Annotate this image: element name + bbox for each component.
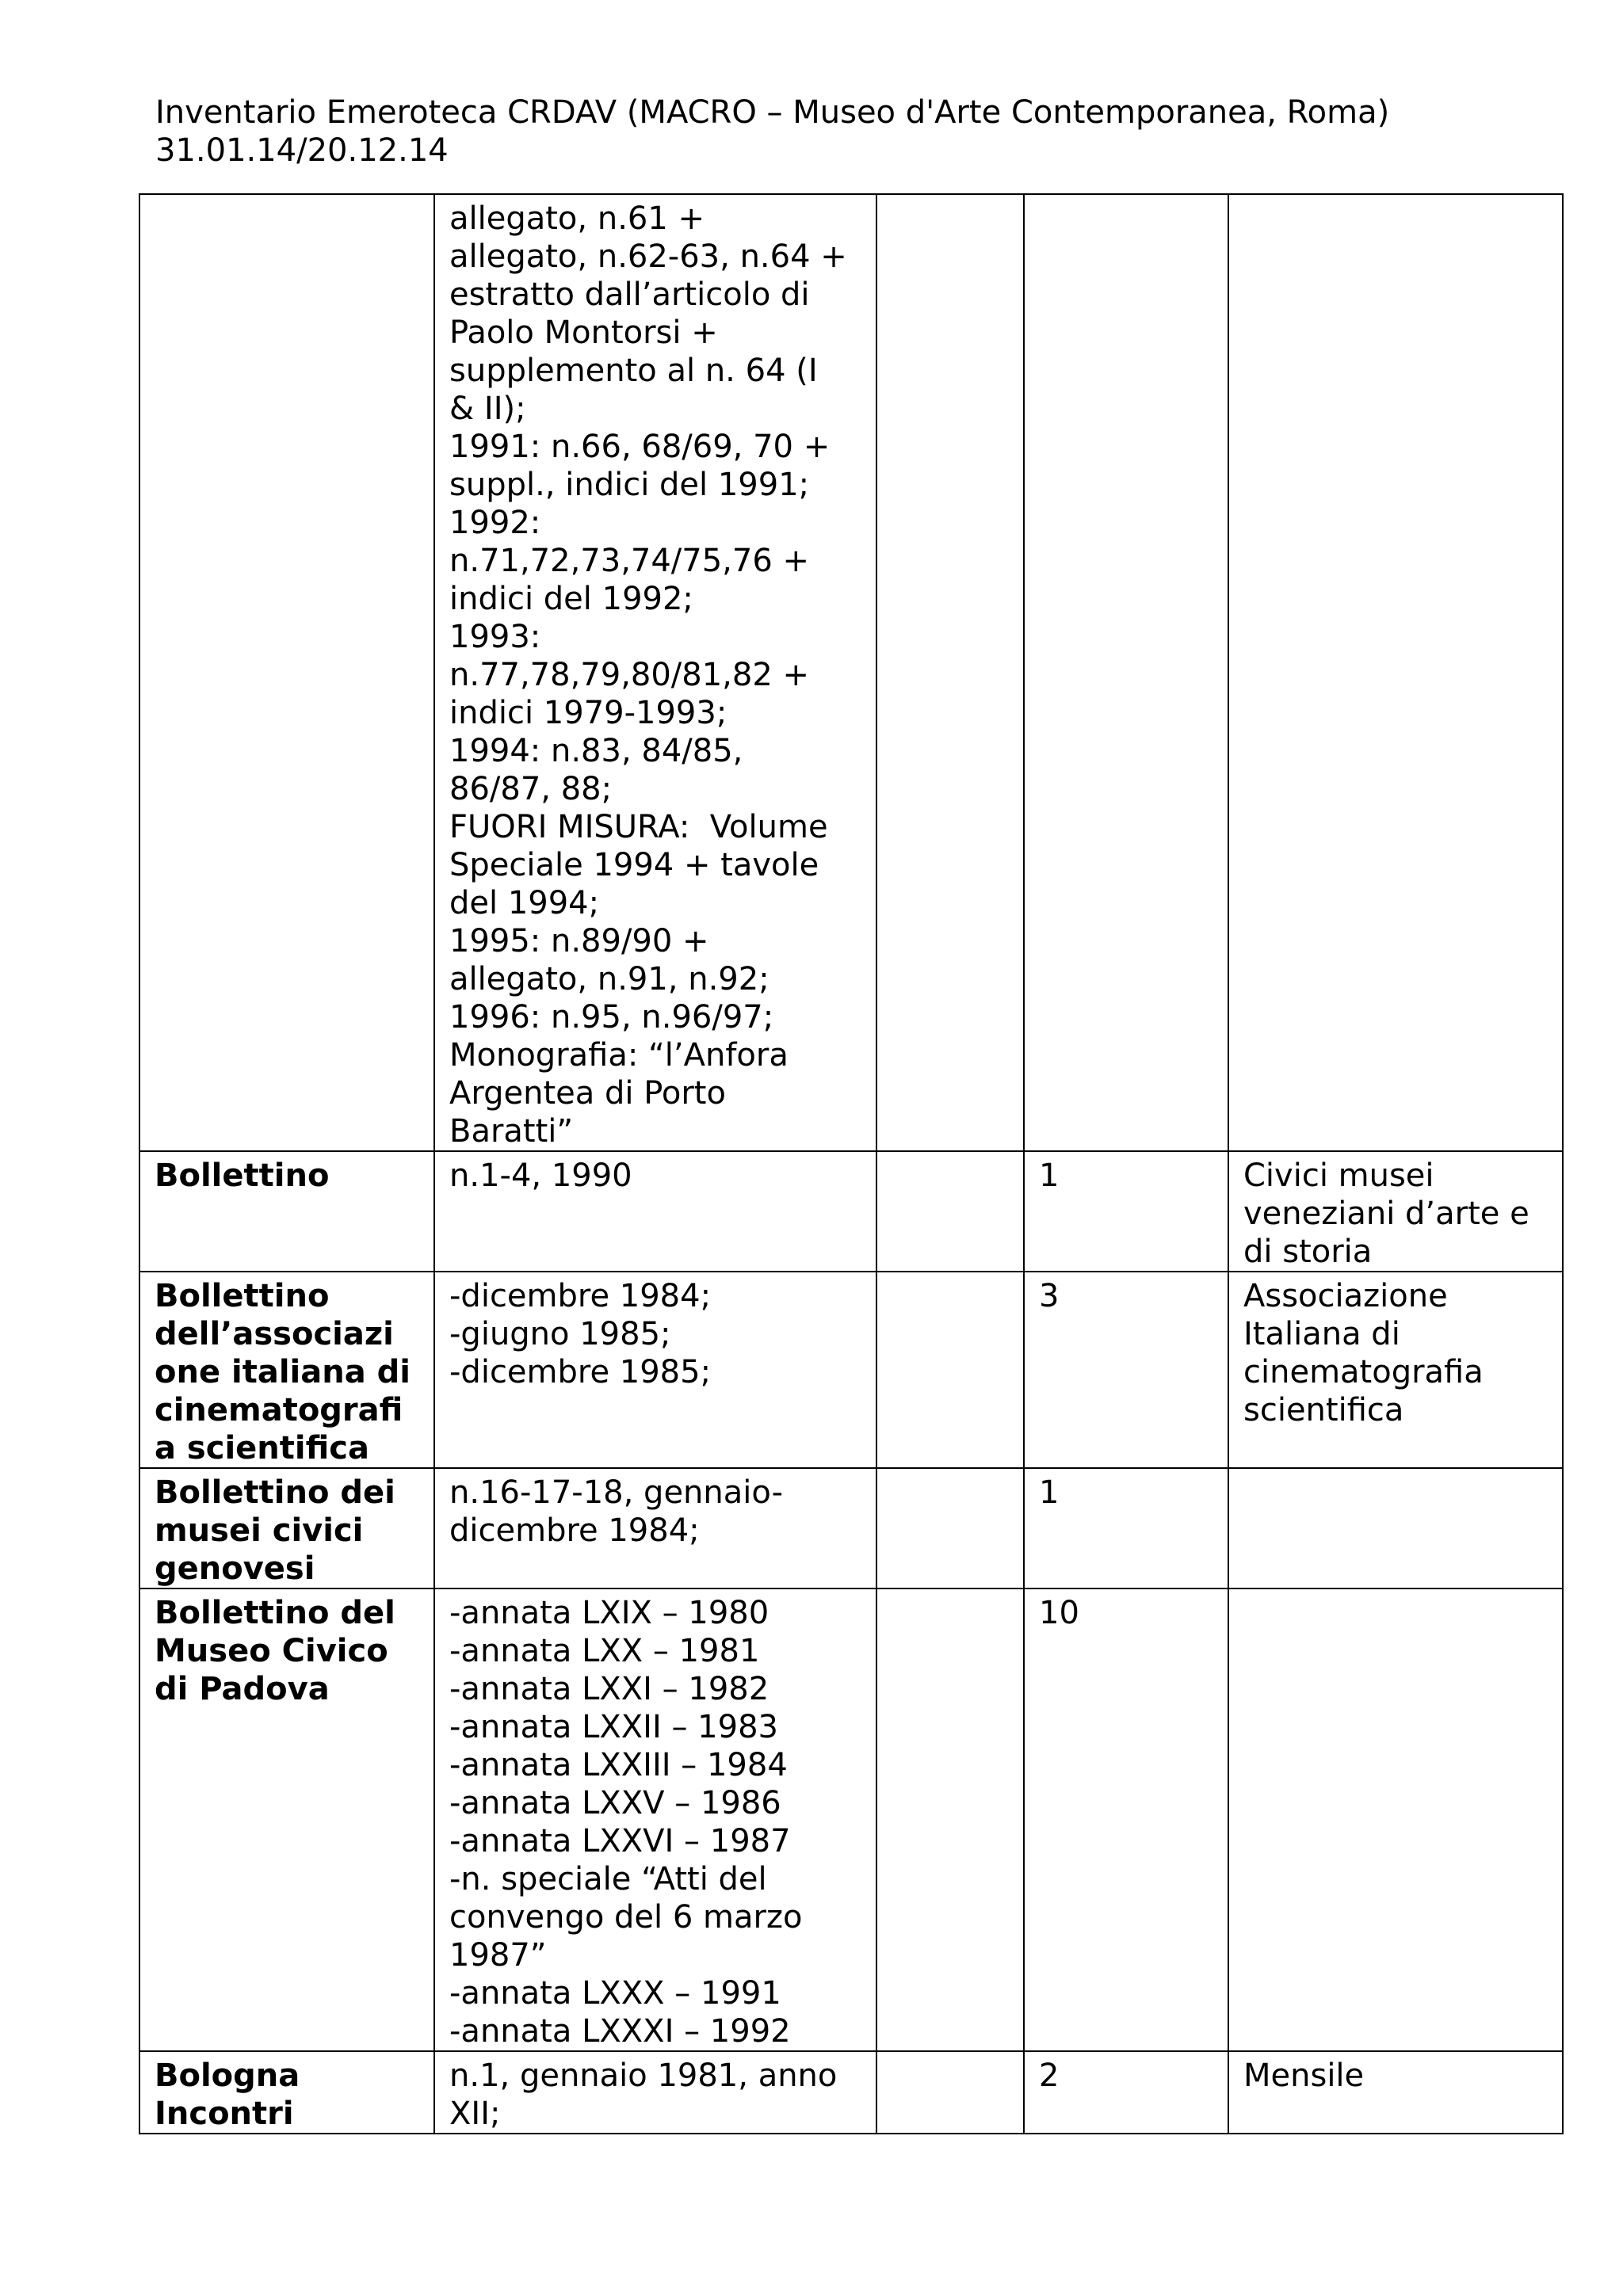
notes-cell (1228, 2051, 1563, 2134)
inventory-table (139, 193, 1564, 2134)
holdings-cell-line: 1987” (449, 1937, 547, 1974)
holdings-cell-line: 1993: (449, 619, 541, 655)
periodical-title-cell (139, 1151, 434, 1272)
notes-cell-line: cinematografia (1243, 1354, 1484, 1390)
count-cell: 2 (1024, 2051, 1228, 2134)
holdings-cell-line: indici del 1992; (449, 581, 693, 617)
count-cell (1024, 194, 1228, 1151)
holdings-cell-line: Speciale 1994 + tavole (449, 847, 819, 883)
holdings-cell-line: & II); (449, 391, 526, 427)
holdings-cell-line: XII; (449, 2096, 501, 2132)
holdings-cell-line: 1994: n.83, 84/85, (449, 733, 743, 769)
header-date-range: 31.01.14/20.12.14 (155, 132, 449, 169)
holdings-cell-line: Baratti” (449, 1113, 574, 1150)
periodical-title-cell-line: Bollettino (155, 1158, 330, 1194)
holdings-cell-line: supplemento al n. 64 (I (449, 353, 818, 389)
holdings-cell-line: 1991: n.66, 68/69, 70 + (449, 429, 831, 465)
empty-cell (876, 1151, 1024, 1272)
periodical-title-cell (139, 1468, 434, 1589)
notes-cell-line: Italiana di (1243, 1316, 1400, 1352)
holdings-cell-line: n.1-4, 1990 (449, 1158, 632, 1194)
holdings-cell (434, 2051, 876, 2134)
periodical-title-cell-line: Incontri (155, 2096, 294, 2132)
notes-cell (1228, 1272, 1563, 1468)
periodical-title-cell-line: di Padova (155, 1671, 330, 1707)
holdings-cell-line: Monografia: “l’Anfora (449, 1037, 789, 1074)
periodical-title-cell-line: Museo Civico (155, 1633, 388, 1669)
holdings-cell-line: FUORI MISURA: Volume (449, 809, 828, 845)
table-row (139, 1589, 1563, 2051)
holdings-cell-line: -annata LXXVI – 1987 (449, 1823, 791, 1859)
notes-cell-line: di storia (1243, 1234, 1373, 1270)
periodical-title-cell (139, 194, 434, 1151)
holdings-cell-line: n.71,72,73,74/75,76 + (449, 543, 810, 579)
count-cell: 3 (1024, 1272, 1228, 1468)
periodical-title-cell-line: dell’associazi (155, 1316, 394, 1352)
holdings-cell (434, 194, 876, 1151)
periodical-title-cell-line: cinematografi (155, 1392, 403, 1428)
notes-cell-line: veneziani d’arte e (1243, 1196, 1529, 1232)
periodical-title-cell-line: Bollettino (155, 1278, 330, 1314)
holdings-cell-line: -annata LXXXI – 1992 (449, 2013, 791, 2050)
inventory-table-body (139, 194, 1563, 2134)
holdings-cell-line: -annata LXXI – 1982 (449, 1671, 769, 1707)
table-row (139, 2051, 1563, 2134)
holdings-cell-line: -n. speciale “Atti del (449, 1861, 767, 1897)
notes-cell (1228, 1151, 1563, 1272)
holdings-cell-line: n.77,78,79,80/81,82 + (449, 657, 810, 693)
holdings-cell-line: -dicembre 1985; (449, 1354, 712, 1390)
notes-cell-line: scientifica (1243, 1392, 1404, 1428)
holdings-cell-line: indici 1979-1993; (449, 695, 727, 731)
holdings-cell-line: convengo del 6 marzo (449, 1899, 803, 1936)
holdings-cell-line: n.16-17-18, gennaio- (449, 1474, 784, 1511)
periodical-title-cell-line: Bollettino del (155, 1595, 395, 1631)
page-header (155, 93, 1389, 170)
empty-cell (876, 2051, 1024, 2134)
holdings-cell-line: n.1, gennaio 1981, anno (449, 2058, 838, 2094)
holdings-cell (434, 1468, 876, 1589)
holdings-cell-line: -giugno 1985; (449, 1316, 671, 1352)
holdings-cell-line: -annata LXIX – 1980 (449, 1595, 769, 1631)
holdings-cell-line: -annata LXX – 1981 (449, 1633, 760, 1669)
holdings-cell-line: 86/87, 88; (449, 771, 613, 807)
notes-cell (1228, 1589, 1563, 2051)
periodical-title-cell-line: Bologna (155, 2058, 300, 2094)
holdings-cell-line: -annata LXXX – 1991 (449, 1975, 781, 2012)
notes-cell-line: Civici musei (1243, 1158, 1434, 1194)
empty-cell (876, 1272, 1024, 1468)
holdings-cell-line: suppl., indici del 1991; (449, 467, 810, 503)
periodical-title-cell-line: a scientifica (155, 1430, 369, 1466)
holdings-cell-line: estratto dall’articolo di (449, 277, 810, 313)
holdings-cell-line: -dicembre 1984; (449, 1278, 712, 1314)
table-row (139, 1468, 1563, 1589)
notes-cell (1228, 194, 1563, 1151)
table-row (139, 1151, 1563, 1272)
holdings-cell (434, 1272, 876, 1468)
holdings-cell-line: allegato, n.61 + (449, 200, 705, 237)
holdings-cell-line: allegato, n.91, n.92; (449, 961, 769, 997)
periodical-title-cell-line: musei civici (155, 1512, 364, 1549)
notes-cell (1228, 1468, 1563, 1589)
count-cell: 10 (1024, 1589, 1228, 2051)
periodical-title-cell-line: genovesi (155, 1550, 315, 1587)
table-row (139, 1272, 1563, 1468)
holdings-cell-line: -annata LXXIII – 1984 (449, 1747, 788, 1783)
holdings-cell-line: allegato, n.62-63, n.64 + (449, 238, 847, 275)
holdings-cell-line: Paolo Montorsi + (449, 315, 718, 351)
holdings-cell-line: -annata LXXV – 1986 (449, 1785, 781, 1821)
holdings-cell (434, 1589, 876, 2051)
holdings-cell-line: -annata LXXII – 1983 (449, 1709, 778, 1745)
holdings-cell-line: dicembre 1984; (449, 1512, 700, 1549)
header-title: Inventario Emeroteca CRDAV (MACRO – Museo d'Arte Contemporanea, Roma) (155, 94, 1390, 131)
holdings-cell-line: Argentea di Porto (449, 1075, 726, 1112)
holdings-cell-line: del 1994; (449, 885, 600, 921)
periodical-title-cell (139, 1272, 434, 1468)
empty-cell (876, 1589, 1024, 2051)
holdings-cell-line: 1996: n.95, n.96/97; (449, 999, 774, 1035)
holdings-cell-line: 1995: n.89/90 + (449, 923, 709, 959)
notes-cell-line: Mensile (1243, 2058, 1365, 2094)
periodical-title-cell (139, 2051, 434, 2134)
empty-cell (876, 194, 1024, 1151)
holdings-cell-line: 1992: (449, 505, 541, 541)
notes-cell-line: Associazione (1243, 1278, 1448, 1314)
periodical-title-cell (139, 1589, 434, 2051)
table-row (139, 194, 1563, 1151)
periodical-title-cell-line: Bollettino dei (155, 1474, 395, 1511)
holdings-cell (434, 1151, 876, 1272)
empty-cell (876, 1468, 1024, 1589)
count-cell: 1 (1024, 1151, 1228, 1272)
count-cell: 1 (1024, 1468, 1228, 1589)
periodical-title-cell-line: one italiana di (155, 1354, 411, 1390)
